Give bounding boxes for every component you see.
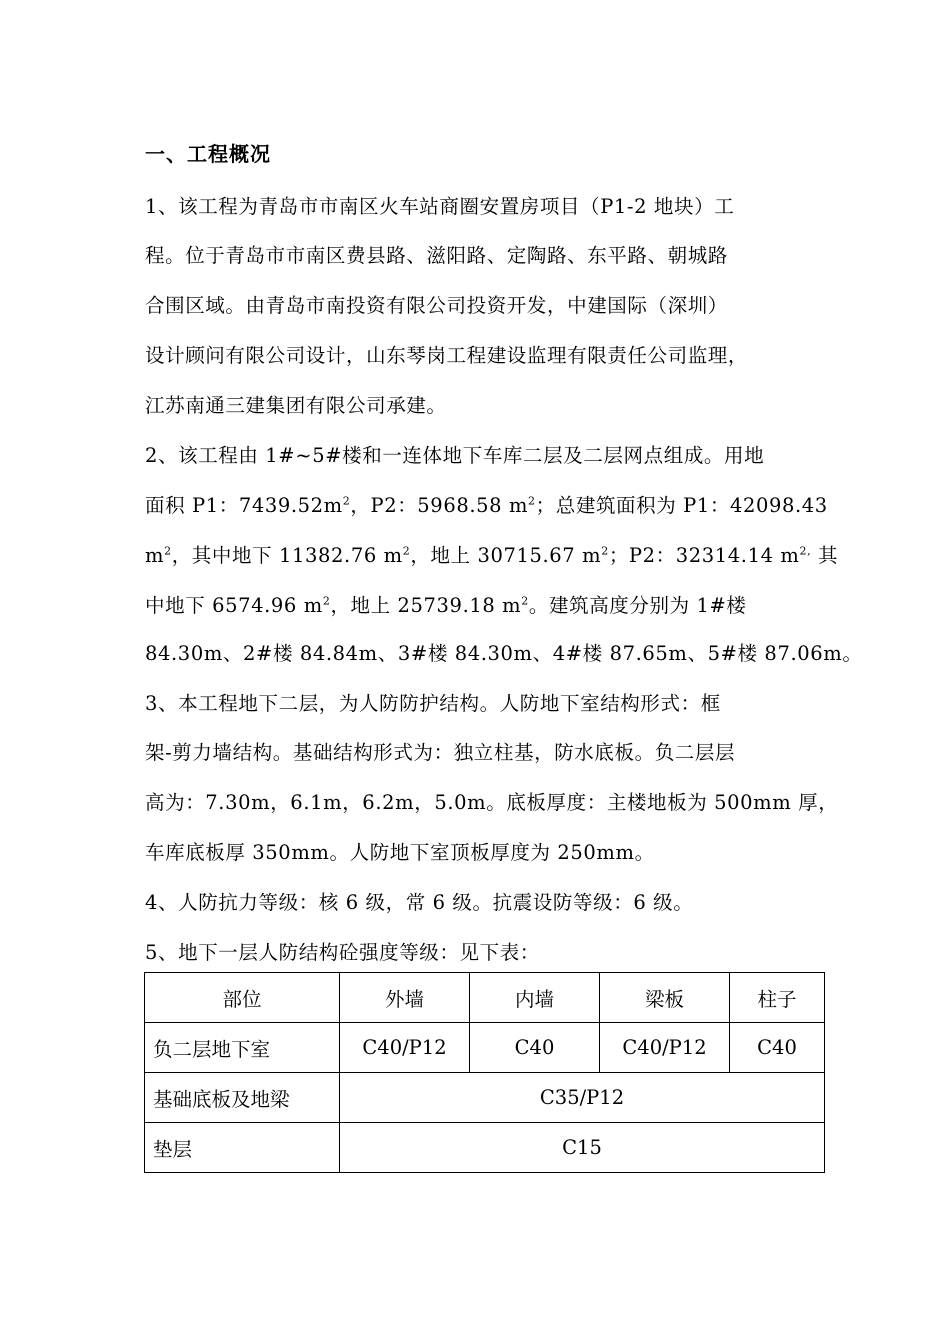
paragraph-2-line-3 [145, 540, 838, 568]
paragraph-1-line-1: 1、该工程为青岛市市南区火车站商圈安置房项目（P1-2 地块）工 [145, 195, 735, 218]
paragraph-2-line-5: 84.30m、2#楼 84.84m、3#楼 84.30m、4#楼 87.65m、5#楼 87.06m。 [145, 642, 863, 665]
paragraph-3-line-3: 高为：7.30m，6.1m，6.2m，5.0m。底板厚度：主楼地板为 500mm 厚， [145, 791, 839, 814]
paragraph-4: 4、人防抗力等级：核 6 级，常 6 级。抗震设防等级：6 级。 [145, 891, 694, 914]
paragraph-5: 5、地下一层人防结构砼强度等级：见下表： [145, 941, 540, 964]
paragraph-2-line-4 [145, 590, 747, 618]
paragraph-1-line-4: 设计顾问有限公司设计，山东琴岗工程建设监理有限责任公司监理， [145, 344, 749, 367]
superscript: 2, [799, 544, 812, 558]
superscript: 2 [342, 494, 351, 508]
paragraph-2-line-1: 2、该工程由 1#~5#楼和一连体地下车库二层及二层网点组成。用地 [145, 444, 765, 467]
text: ，P2：5968.58 m [350, 494, 529, 517]
text: ，其中地下 11382.76 m [171, 544, 403, 567]
table-row [145, 1123, 825, 1173]
paragraph-3-line-2: 架-剪力墙结构。基础结构形式为：独立柱基，防水底板。负二层层 [145, 741, 736, 764]
table-cell: C40 [730, 1023, 825, 1073]
text: 其 [811, 544, 839, 567]
table-row [145, 1023, 825, 1073]
table-cell: C40/P12 [600, 1023, 730, 1073]
text: 面积 P1：7439.52m [145, 494, 343, 517]
row-label: 基础底板及地梁 [145, 1073, 340, 1123]
table-cell: C15 [340, 1123, 825, 1173]
header-cell: 梁板 [600, 973, 730, 1023]
paragraph-1-line-3: 合围区域。由青岛市南投资有限公司投资开发，中建国际（深圳） [145, 294, 728, 317]
row-label: 负二层地下室 [145, 1023, 340, 1073]
paragraph-2-line-2 [145, 490, 828, 518]
text: ；P2：32314.14 m [608, 544, 800, 567]
superscript: 2 [402, 544, 411, 558]
text: m [145, 544, 165, 567]
table-row [145, 1073, 825, 1123]
row-label: 垫层 [145, 1123, 340, 1173]
header-cell: 柱子 [730, 973, 825, 1023]
paragraph-1-line-5: 江苏南通三建集团有限公司承建。 [145, 394, 447, 417]
text: ，地上 25739.18 m [330, 594, 522, 617]
text: 中地下 6574.96 m [145, 594, 323, 617]
header-cell: 内墙 [470, 973, 600, 1023]
paragraph-1-line-2: 程。位于青岛市市南区费县路、滋阳路、定陶路、东平路、朝城路 [145, 244, 728, 267]
superscript: 2 [164, 544, 172, 558]
superscript: 2 [528, 494, 536, 508]
superscript: 2 [601, 544, 609, 558]
header-cell: 部位 [145, 973, 340, 1023]
section-heading: 一、工程概况 [145, 142, 271, 166]
table-cell: C35/P12 [340, 1073, 825, 1123]
superscript: 2 [322, 594, 331, 608]
header-cell: 外墙 [340, 973, 470, 1023]
table-header-row [145, 973, 825, 1023]
text: 。建筑高度分别为 1#楼 [528, 594, 747, 617]
paragraph-3-line-1: 3、本工程地下二层，为人防防护结构。人防地下室结构形式：框 [145, 692, 721, 715]
superscript: 2 [521, 594, 529, 608]
concrete-grade-table [144, 972, 825, 1173]
table-cell: C40/P12 [340, 1023, 470, 1073]
table-cell: C40 [470, 1023, 600, 1073]
paragraph-3-line-4: 车库底板厚 350mm。人防地下室顶板厚度为 250mm。 [145, 841, 655, 864]
text: ，地上 30715.67 m [410, 544, 602, 567]
text: ；总建筑面积为 P1：42098.43 [535, 494, 828, 517]
